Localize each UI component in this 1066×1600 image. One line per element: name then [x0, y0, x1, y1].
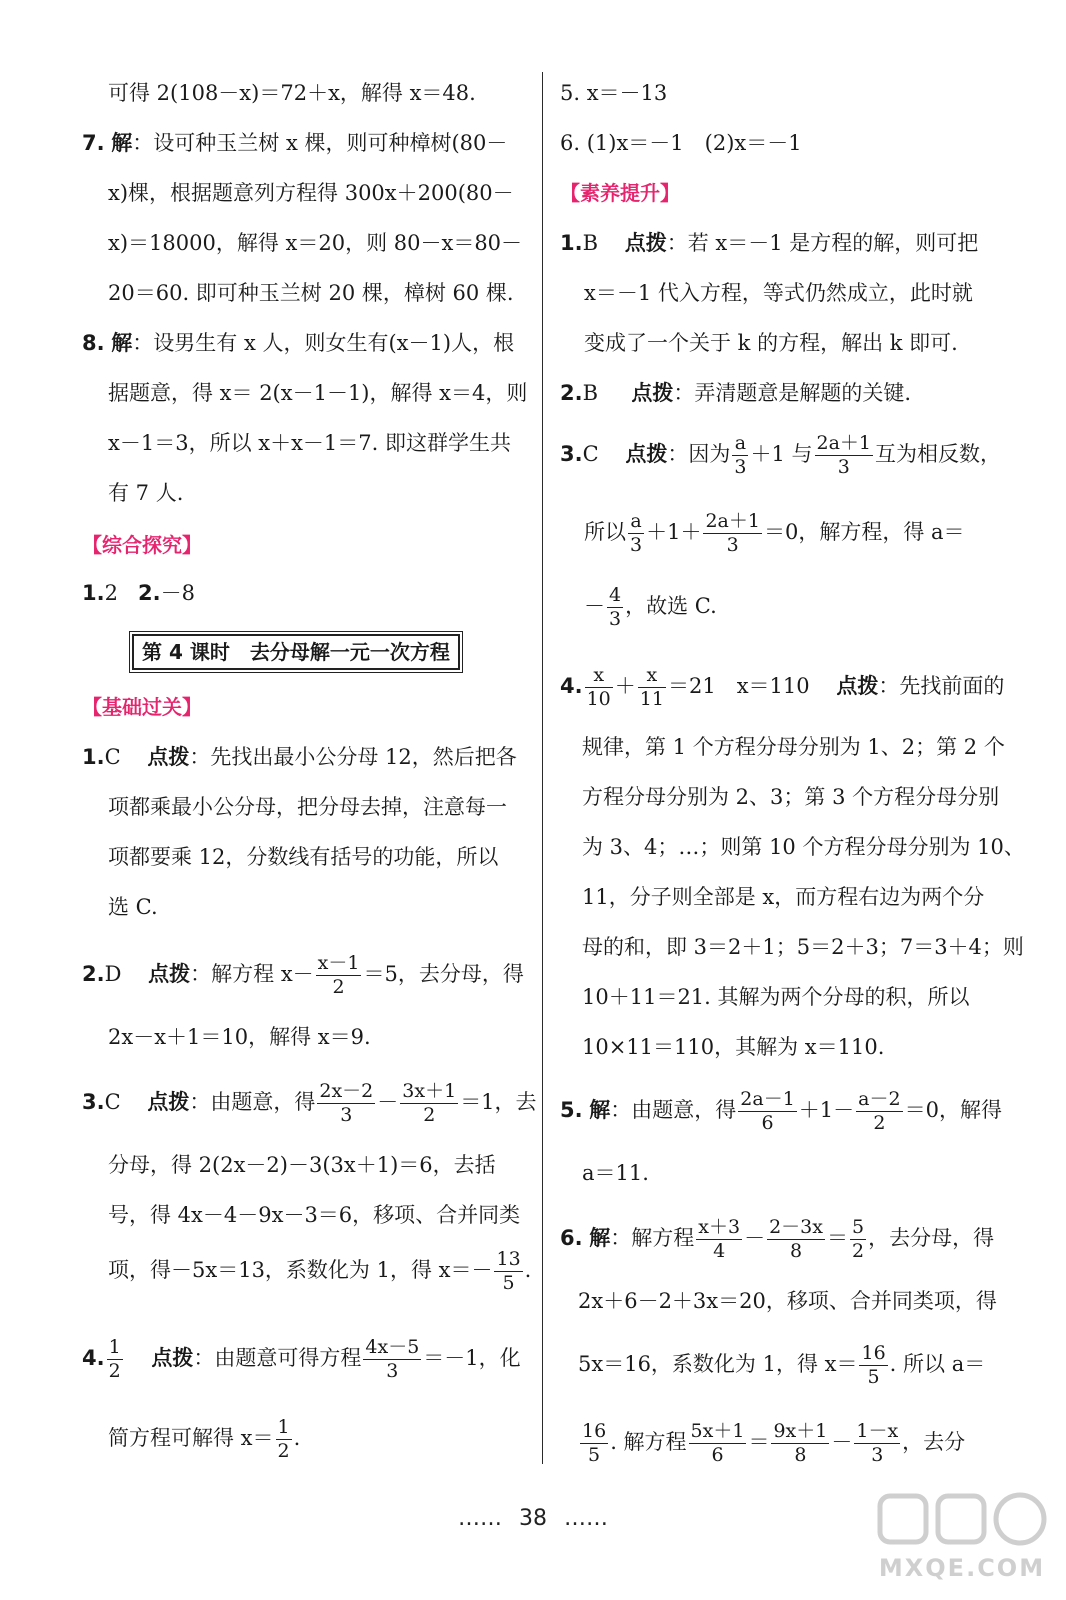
denominator: 3	[609, 608, 622, 630]
text-segment: ，故选 C.	[625, 594, 717, 618]
text-line	[578, 1420, 965, 1465]
answer-label: 解	[111, 131, 133, 155]
text-segment: －	[377, 1090, 399, 1114]
text-line: 为 3、4；…；则第 10 个方程分母分别为 10、	[582, 835, 1025, 859]
tip-label: 点拨	[624, 231, 667, 255]
section-heading-literacy: 【素养提升】	[560, 181, 680, 205]
fraction	[400, 1082, 458, 1125]
text-line: 母的和，即 3＝2＋1；5＝2＋3；7＝3＋4；则	[582, 935, 1024, 959]
fraction	[856, 1090, 902, 1133]
text-segment: ＋1＋	[646, 520, 702, 544]
fraction	[738, 1090, 797, 1133]
fraction	[850, 1218, 866, 1261]
text-segment: .	[293, 1426, 301, 1450]
fraction	[638, 666, 666, 709]
denominator: 11	[639, 688, 664, 710]
text-segment: ＝21 x＝110	[667, 674, 810, 698]
column-divider	[542, 72, 543, 1464]
text-line	[108, 1416, 300, 1461]
numerator: 9x＋1	[773, 1420, 828, 1442]
text-segment: ：因为	[667, 442, 731, 466]
page-number: 38	[519, 1506, 547, 1531]
text-segment: －	[584, 594, 605, 618]
fraction	[732, 434, 748, 477]
denominator: 3	[837, 456, 850, 478]
text-segment: 互为相反数，	[875, 442, 1002, 466]
numerator: 4x－5	[365, 1336, 420, 1358]
question-number: 1.	[82, 581, 105, 605]
answer-label: 解	[589, 1226, 611, 1250]
denominator: 5	[588, 1444, 601, 1466]
numerator: x	[638, 666, 666, 688]
text-line	[584, 510, 965, 555]
basic-question-1	[82, 742, 517, 772]
text-segment: ：解方程	[610, 1226, 695, 1250]
denominator: 6	[761, 1112, 774, 1134]
text-segment: ：解方程 x－	[190, 962, 314, 986]
question-8	[82, 328, 514, 358]
text-line: 有 7 人.	[108, 481, 184, 505]
denominator: 3	[871, 1444, 884, 1466]
tip-label: 点拨	[151, 1346, 194, 1370]
fraction	[317, 1082, 375, 1125]
text-line: 方程分母分别为 2、3；第 3 个方程分母分别	[582, 785, 1000, 809]
text-segment: ＝5，去分母，得	[363, 962, 524, 986]
tip-label: 点拨	[625, 442, 668, 466]
fraction	[696, 1218, 742, 1261]
fraction	[494, 1250, 522, 1293]
answer-choice: C	[582, 442, 599, 466]
text-segment: .	[524, 1258, 532, 1282]
literacy-question-6	[560, 1216, 994, 1261]
fraction	[859, 1344, 887, 1387]
fraction	[316, 954, 362, 997]
numerator: 2a＋1	[816, 432, 872, 454]
tip-label: 点拨	[147, 1090, 190, 1114]
text-segment: ：由题意，得	[189, 1090, 316, 1114]
text-segment: ＋	[614, 674, 636, 698]
fraction	[585, 666, 613, 709]
text-line: x)＝18000，解得 x＝20，则 80－x＝80－	[108, 231, 523, 255]
text-line	[578, 1342, 985, 1387]
numerator: 16	[582, 1420, 607, 1442]
comprehensive-answers	[82, 578, 195, 608]
text-line: 2x－x＋1＝10，解得 x＝9.	[108, 1025, 371, 1049]
question-number: 3.	[560, 442, 583, 466]
numerator: 2x－2	[319, 1080, 374, 1102]
section-heading-comprehensive: 【综合探究】	[82, 533, 202, 557]
answer-label: 解	[589, 1098, 611, 1122]
text-line: x＝－1 代入方程，等式仍然成立，此时就	[584, 281, 973, 305]
question-number: 8.	[82, 331, 105, 355]
answer-line: 6. (1)x＝－1 (2)x＝－1	[560, 131, 802, 155]
tip-label: 点拨	[836, 674, 879, 698]
numerator: 1－x	[856, 1420, 899, 1442]
numerator: 5x＋1	[690, 1420, 745, 1442]
watermark-logo-icon	[872, 1488, 1052, 1558]
text-line: x－1＝3，所以 x＋x－1＝7. 即这群学生共	[108, 431, 511, 455]
text-line: 变成了一个关于 k 的方程，解出 k 即可.	[584, 331, 958, 355]
text-line: 号，得 4x－4－9x－3＝6，移项、合并同类	[108, 1203, 521, 1227]
text-line: 规律，第 1 个方程分母分别为 1、2；第 2 个	[582, 735, 1005, 759]
literacy-question-1	[560, 228, 978, 258]
text-segment: ，去分	[902, 1430, 966, 1454]
text-segment: ：由题意，得	[610, 1098, 737, 1122]
fraction	[276, 1418, 292, 1461]
footer-dots-left: ……	[458, 1506, 502, 1531]
text-segment: . 解方程	[610, 1430, 687, 1454]
text-segment: －	[831, 1430, 853, 1454]
question-number: 2.	[82, 962, 105, 986]
text-segment: ＋1－	[798, 1098, 855, 1122]
numerator: 2a－1	[740, 1088, 795, 1110]
text-line: 11，分子则全部是 x，而方程右边为两个分	[582, 885, 985, 909]
text-line	[584, 584, 717, 629]
denominator: 2	[277, 1440, 290, 1462]
numerator: a	[628, 512, 644, 534]
answer-line: 5. x＝－13	[560, 81, 668, 105]
basic-question-3	[82, 1080, 537, 1125]
denominator: 2	[423, 1104, 436, 1126]
text-segment: ：由题意可得方程	[193, 1346, 362, 1370]
denominator: 10	[586, 688, 611, 710]
text-line: 项都要乘 12，分数线有括号的功能，所以	[108, 845, 499, 869]
text-segment: 项，得－5x＝13，系数化为 1，得 x＝－	[108, 1258, 493, 1282]
numerator: x	[585, 666, 613, 688]
literacy-question-5	[560, 1088, 1002, 1133]
text-segment: . 所以 a＝	[889, 1352, 986, 1376]
denominator: 3	[734, 456, 747, 478]
footer-dots-right: ……	[564, 1506, 608, 1531]
numerator: 5	[852, 1216, 865, 1238]
question-number: 7.	[82, 131, 105, 155]
question-number: 6.	[560, 1226, 583, 1250]
tip-label: 点拨	[147, 745, 190, 769]
text-line: 10＋11＝21. 其解为两个分母的积，所以	[582, 985, 970, 1009]
denominator: 3	[340, 1104, 353, 1126]
fraction	[607, 586, 623, 629]
question-number: 2.	[138, 581, 161, 605]
denominator: 2	[873, 1112, 886, 1134]
text-line: ：设男生有 x 人，则女生有(x－1)人，根	[132, 331, 515, 355]
question-number: 1.	[82, 745, 105, 769]
text-segment: 简方程可解得 x＝	[108, 1426, 274, 1450]
fraction	[771, 1422, 829, 1465]
text-line: 分母，得 2(2x－2)－3(3x＋1)＝6，去括	[108, 1153, 496, 1177]
denominator: 5	[867, 1366, 880, 1388]
basic-question-2	[82, 952, 524, 997]
text-line: 项都乘最小公分母，把分母去掉，注意每一	[108, 795, 507, 819]
numerator: x－1	[317, 952, 360, 974]
fraction	[580, 1422, 608, 1465]
text-segment: 5x＝16，系数化为 1，得 x＝	[578, 1352, 858, 1376]
text-line: ：弄清题意是解题的关键.	[673, 381, 912, 405]
denominator: 2	[108, 1360, 121, 1382]
text-segment: ＝－1，化	[423, 1346, 521, 1370]
denominator: 2	[852, 1240, 865, 1262]
numerator: x＋3	[698, 1216, 741, 1238]
numerator: a	[732, 434, 748, 456]
denominator: 3	[386, 1360, 399, 1382]
numerator: a－2	[858, 1088, 901, 1110]
answer-choice: B	[582, 381, 599, 405]
question-number: 3.	[82, 1090, 105, 1114]
denominator: 8	[790, 1240, 803, 1262]
text-line: 据题意，得 x＝ 2(x－1－1)，解得 x＝4，则	[108, 381, 528, 405]
answer-choice: C	[104, 745, 121, 769]
answer-choice: B	[582, 231, 599, 255]
text-segment: －	[744, 1226, 766, 1250]
text-line: ：设可种玉兰树 x 棵，则可种樟树(80－	[132, 131, 508, 155]
answer: －8	[160, 581, 195, 605]
answer-label: 解	[111, 331, 133, 355]
text-line: 2x＋6－2＋3x＝20，移项、合并同类项，得	[578, 1289, 997, 1313]
fraction	[703, 512, 762, 555]
fraction	[628, 512, 644, 555]
text-line: 10×11＝110，其解为 x＝110.	[582, 1035, 885, 1059]
answer: 2	[104, 581, 118, 605]
tip-label: 点拨	[631, 381, 674, 405]
text-segment: ＋1 与	[750, 442, 813, 466]
basic-question-4	[82, 1336, 521, 1381]
answer-choice: C	[104, 1090, 121, 1114]
watermark	[872, 1488, 1052, 1588]
fraction	[689, 1422, 747, 1465]
numerator: 1	[108, 1336, 121, 1358]
text-segment: ＝1，去	[460, 1090, 537, 1114]
denominator: 5	[502, 1272, 515, 1294]
lesson-title: 第 4 课时 去分母解一元一次方程	[132, 634, 460, 670]
denominator: 2	[332, 976, 345, 998]
text-segment: 所以	[584, 520, 626, 544]
text-line: x)棵，根据题意列方程得 300x＋200(80－	[108, 181, 514, 205]
tip-label: 点拨	[148, 962, 191, 986]
fraction	[767, 1218, 825, 1261]
answer-choice: D	[104, 962, 122, 986]
fraction	[107, 1338, 123, 1381]
text-line: 可得 2(108－x)＝72＋x，解得 x＝48.	[108, 81, 476, 105]
numerator: 1	[277, 1416, 290, 1438]
literacy-question-4	[560, 664, 1004, 709]
denominator: 3	[726, 534, 739, 556]
text-segment: ＝0，解方程，得 a＝	[763, 520, 965, 544]
numerator: 16	[861, 1342, 886, 1364]
numerator: 13	[496, 1248, 521, 1270]
numerator: 4	[609, 584, 622, 606]
fraction	[815, 434, 874, 477]
text-segment: ＝	[827, 1226, 848, 1250]
text-segment: ＝0，解得	[904, 1098, 1002, 1122]
question-7	[82, 128, 507, 158]
watermark-text: MXQE.COM	[878, 1554, 1046, 1582]
text-line: 选 C.	[108, 895, 158, 919]
text-line: ：若 x＝－1 是方程的解，则可把	[666, 231, 979, 255]
denominator: 6	[711, 1444, 724, 1466]
fraction	[363, 1338, 421, 1381]
denominator: 3	[630, 534, 643, 556]
literacy-question-3	[560, 432, 1001, 477]
text-line	[108, 1248, 531, 1293]
question-number: 2.	[560, 381, 583, 405]
fraction	[854, 1422, 900, 1465]
numerator: 2a＋1	[705, 510, 760, 532]
literacy-question-2	[560, 378, 911, 408]
question-number: 1.	[560, 231, 583, 255]
question-number: 4.	[560, 674, 583, 698]
numerator: 2－3x	[769, 1216, 823, 1238]
text-segment: ：先找前面的	[878, 674, 1005, 698]
text-line: 20＝60. 即可种玉兰树 20 棵，樟树 60 棵.	[108, 281, 514, 305]
question-number: 5.	[560, 1098, 583, 1122]
text-segment: ＝	[748, 1430, 770, 1454]
text-segment: ，去分母，得	[868, 1226, 995, 1250]
numerator: 3x＋1	[402, 1080, 457, 1102]
question-number: 4.	[82, 1346, 105, 1370]
text-line: ：先找出最小公分母 12，然后把各	[189, 745, 517, 769]
text-line: a＝11.	[582, 1161, 649, 1185]
section-heading-basic: 【基础过关】	[82, 695, 202, 719]
denominator: 4	[713, 1240, 726, 1262]
denominator: 8	[794, 1444, 807, 1466]
